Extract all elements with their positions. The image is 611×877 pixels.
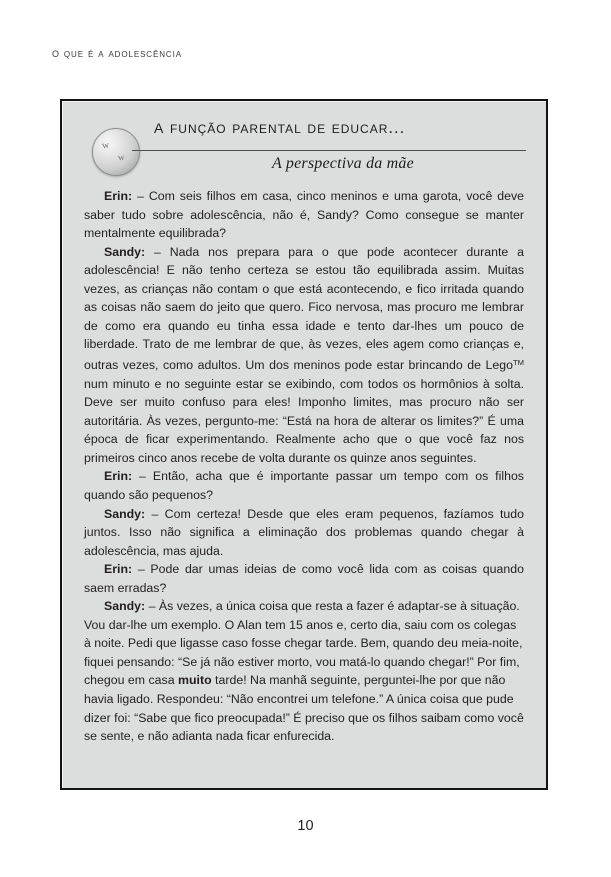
title-divider-rule xyxy=(132,150,526,151)
page-number: 10 xyxy=(297,818,314,834)
dialogue-dash: – xyxy=(132,562,151,577)
dialogue-text: tarde! Na manhã seguinte, perguntei-lhe por que não havia ligado. Respondeu: “Não encontrei um telefone.” A única coisa que pude dizer foi: “Sabe que fico preocupada!” É preciso que os filhos saibam como você se sente, e não adianta nada ficar enfurecida. xyxy=(84,673,524,744)
speaker-label: Sandy: xyxy=(104,244,146,259)
dialogue-text: num minuto e no seguinte estar se exibindo, com todos os hormônios à solta. Deve ser muito confuso para eles! Imponho limites, mas procuro não ser autoritária. Às vezes, pergunto-me: “Está na hora de alterar os limites?” É uma época de ficar experimentando. Realmente acho que o que você faz nos primeiros cinco anos recebe de volta durante os quinze anos seguintes. xyxy=(84,376,524,465)
dialogue-text: Pode dar umas ideias de como você lida com as coisas quando saem erradas? xyxy=(84,562,524,595)
dialogue-dash: – xyxy=(132,469,153,484)
panel-heading xyxy=(62,101,546,193)
emblem-glyph-b: w xyxy=(117,151,125,163)
dialogue-paragraph xyxy=(84,560,524,597)
dialogue-paragraph xyxy=(84,505,524,561)
dialogue-dash: – xyxy=(145,244,170,259)
running-head: o que é a adolescência xyxy=(52,45,182,60)
dialogue-body xyxy=(84,187,524,778)
dialogue-paragraph xyxy=(84,187,524,243)
dialogue-paragraph xyxy=(84,597,524,745)
dialogue-dash: – xyxy=(132,189,149,203)
dialogue-text: Às vezes, a única coisa que resta a fazer é adaptar-se à situação. Vou dar-lhe um exemplo. O Alan tem 15 anos e, certo dia, saiu com os colegas à noite. Pedi que ligasse caso fosse chegar tarde. Bem, quando deu meia-noite, fiquei pensando: “Se já não estiver morto, vou matá-lo quando chegar!” Por fim, chegou em casa xyxy=(84,599,523,688)
speaker-label: Erin: xyxy=(104,189,133,203)
panel-title-wrap xyxy=(154,115,532,139)
dialogue-text: Nada nos prepara para o que pode acontecer durante a adolescência! E não tenho certeza se estou tão equilibrada assim. Muitas vezes, as crianças não contam o que está acontecendo, e fico irritada quando as coisas não saem do jeito que quero. Fico nervosa, mas procuro me lembrar de como era quando eu tinha essa idade e tento dar-lhes um pouco de liberdade. Trato de me lembrar de que, às vezes, eles agem como crianças e, outras vezes, como adultos. Um dos meninos pode estar brincando de Lego xyxy=(84,244,524,373)
panel-subtitle: A perspectiva da mãe xyxy=(272,155,414,172)
dialogue-text: Então, acha que é importante passar um tempo com os filhos quando são pequenos? xyxy=(84,469,524,502)
speaker-label: Sandy: xyxy=(104,599,146,614)
dialogue-paragraph xyxy=(84,467,524,504)
trademark-mark: TM xyxy=(512,357,524,367)
emphasized-word: muito xyxy=(178,673,212,688)
emblem-sphere-icon xyxy=(92,128,140,176)
dialogue-text: Com seis filhos em casa, cinco meninos e uma garota, você deve saber tudo sobre adolescência, não é, Sandy? Como consegue se manter mentalmente equilibrada? xyxy=(84,189,524,241)
dialogue-text: Com certeza! Desde que eles eram pequenos, fazíamos tudo juntos. Isso não significa a eliminação dos problemas quando chegar à adolescência, mas ajuda. xyxy=(84,506,524,558)
panel-title: a função parental de educar... xyxy=(154,116,406,138)
content-panel xyxy=(60,99,548,790)
speaker-label: Sandy: xyxy=(104,506,146,521)
speaker-label: Erin: xyxy=(104,469,133,484)
emblem-glyph-a: w xyxy=(101,139,110,152)
dialogue-paragraph xyxy=(84,243,524,468)
dialogue-dash: – xyxy=(145,506,165,521)
speaker-label: Erin: xyxy=(104,562,133,577)
dialogue-dash: – xyxy=(145,599,159,614)
